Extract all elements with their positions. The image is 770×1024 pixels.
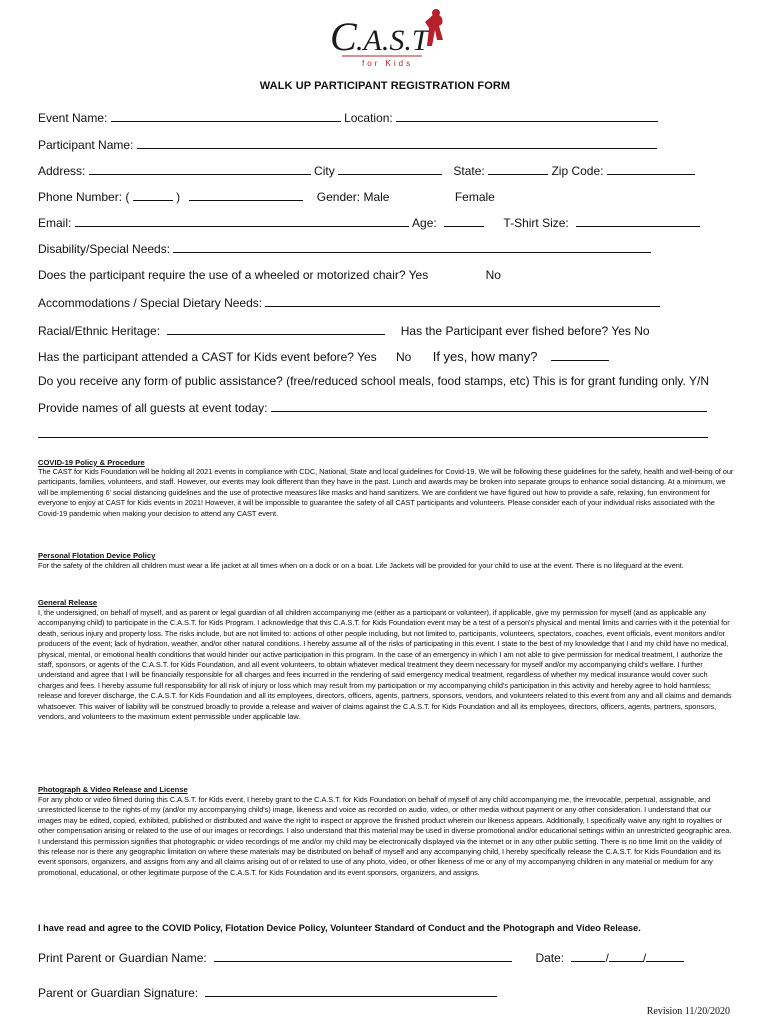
phone-area-code-field[interactable] <box>133 189 173 201</box>
location-field[interactable] <box>396 110 658 122</box>
row-print-name <box>38 950 684 965</box>
disability-label: Disability/Special Needs: <box>38 242 171 256</box>
form-title: WALK UP PARTICIPANT REGISTRATION FORM <box>259 80 511 92</box>
city-label: City <box>314 164 335 178</box>
address-label: Address: <box>38 164 86 178</box>
row-signature <box>38 985 497 1000</box>
phone-label: Phone Number: ( <box>38 190 130 204</box>
age-field[interactable] <box>444 215 484 227</box>
agreement-statement: I have read and agree to the COVID Policy, Flotation Device Policy, Volunteer Standard of Conduct and the Photograph and Video Release. <box>38 923 641 933</box>
how-many-field[interactable] <box>551 349 609 361</box>
assistance-question[interactable]: Do you receive any form of public assistance? (free/reduced school meals, food stamps, etc) This is for grant funding only. Y/N <box>38 374 709 388</box>
accommodations-field[interactable] <box>265 295 660 307</box>
wheelchair-no-option[interactable]: No <box>485 268 501 282</box>
tshirt-field[interactable] <box>576 215 700 227</box>
date-label: Date: <box>535 951 565 965</box>
participant-name-label: Participant Name: <box>38 138 134 152</box>
gender-label: Gender: Male <box>316 190 390 204</box>
event-name-field[interactable] <box>111 110 341 122</box>
photo-release-title: Photograph & Video Release and License <box>38 785 188 794</box>
row-phone <box>38 189 495 204</box>
general-release-text: I, the undersigned, on behalf of myself, and as parent or legal guardian of all children accompanying me (either as a participant or volunteer), if applicable, give my permission for myself (and as applicable any accompanying child) to participate in the C.A.S.T. for Kids Program. I acknowledge that this C.A.S.T. for Kids Foundation event may be a test of a person's physical and mental limits and carries with it the potential for death, serious injury and property loss. The risks include, but are not limited to: actions of other people including, but not limited to, participants, volunteers, spectators, coaches, event officials, event monitors and/or producers of the event; lack of hydration, weather, and/or other natural conditions. I hereby assume all of the risks of participating in this event. I state to the best of my knowledge that I and my child have no medical, physical, mental, or emotional health conditions that would hinder our active participation in this program. In the case of an emergency in which I am not able to give permission for medical treatment, I authorize the staff, sponsors, or agents of the C.A.S.T. for Kids Foundation, and all event volunteers, to obtain whatever medical treatment they deem necessary for myself and/or my accompanying child's welfare. I further understand and agree that I will be financially responsible for all charges and fees incurred in the rendering of said emergency medical treatment, regardless of whether my medical insurance would cover such charges and fees. I hereby assume full responsibility for all risk of injury or loss which may result from my participation or my accompanying child's participation in this activity and hereby agree to hold harmless; release and forever discharge, the C.A.S.T. for Kids Foundation and all its employees, directors, officers, agents, partners, sponsors, vendors, and volunteers related to this event from any and all claims and demands whatsoever. This waiver of liability will be construed broadly to provide a release and waiver of claims against the C.A.S.T. for Kids Foundation and all its employees, directors, officers, agents, partners, sponsors, vendors, and volunteers to the maximum extent permissible under applicable law. <box>38 608 732 722</box>
zip-label: Zip Code: <box>551 164 604 178</box>
disability-field[interactable] <box>173 241 651 253</box>
guests-label: Provide names of all guests at event today: <box>38 401 268 415</box>
pfd-policy-title: Personal Flotation Device Policy <box>38 551 156 560</box>
svg-text:for Kids: for Kids <box>362 59 414 68</box>
heritage-label: Racial/Ethnic Heritage: <box>38 324 161 338</box>
row-email <box>38 215 700 230</box>
signature-field[interactable] <box>205 985 497 997</box>
date-separator-2: / <box>642 951 647 965</box>
cast-for-kids-logo-icon <box>322 6 452 72</box>
accommodations-label: Accommodations / Special Dietary Needs: <box>38 296 263 310</box>
age-label: Age: <box>412 216 437 230</box>
signature-label: Parent or Guardian Signature: <box>38 986 199 1000</box>
date-year-field[interactable] <box>646 950 684 962</box>
email-label: Email: <box>38 216 72 230</box>
covid-policy-title: COVID-19 Policy & Procedure <box>38 458 145 467</box>
row-attended <box>38 349 609 364</box>
general-release-title: General Release <box>38 598 98 607</box>
tshirt-label: T-Shirt Size: <box>503 216 569 230</box>
email-field[interactable] <box>75 215 409 227</box>
pfd-policy-text: For the safety of the children all children must wear a life jacket at all times when on a dock or on a boat. Life Jackets will be provided for your child to use at the event. There is no lifeguard at the event. <box>38 561 684 570</box>
city-field[interactable] <box>338 163 442 175</box>
date-month-field[interactable] <box>571 950 605 962</box>
fished-question[interactable]: Has the Participant ever fished before? Yes No <box>400 324 650 338</box>
row-participant <box>38 137 657 152</box>
row-assistance <box>38 374 709 388</box>
guests-field-line-2[interactable] <box>38 426 708 438</box>
location-label: Location: <box>344 111 393 125</box>
attended-question[interactable]: Has the participant attended a CAST for Kids event before? Yes <box>38 350 377 364</box>
date-day-field[interactable] <box>609 950 643 962</box>
row-accommodations <box>38 295 660 310</box>
wheelchair-question[interactable]: Does the participant require the use of a wheeled or motorized chair? Yes <box>38 268 429 282</box>
date-separator-1: / <box>605 951 609 965</box>
how-many-label: If yes, how many? <box>432 349 538 364</box>
address-field[interactable] <box>89 163 311 175</box>
svg-text:.A.S.T: .A.S.T <box>356 24 429 57</box>
attended-no-option[interactable]: No <box>396 350 412 364</box>
print-name-label: Print Parent or Guardian Name: <box>38 951 207 965</box>
row-event <box>38 110 658 125</box>
guests-field[interactable] <box>271 400 707 412</box>
gender-female-option[interactable]: Female <box>454 190 495 204</box>
photo-release-text: For any photo or video filmed during this C.A.S.T. for Kids event, I hereby grant to the C.A.S.T. for Kids Foundation on behalf of myself of any child accompanying me, the irrevocable, perpetual, assignable, and unrestricted license to the rights of my (and/or my accompanying child's) image, likeness and voice as recorded on audio, video, or other media without payment or any other consideration. I understand that our images may be edited, copied, exhibited, published or distributed and waive the right to inspect or approve the finished product wherein our likeness appears. Additionally, I specifically waive any right to royalties or other compensation arising or related to the use of our images or recordings. I also understand that this material may be used in diverse promotional and/or educational settings within an unrestricted geographic area. I understand this permission signifies that photographic or video recordings of me and/or my child may be electronically displayed via the internet or in any other public setting. There is no time limit on the validity of this release nor is there any geographic limitation on where these materials may be distributed on behalf of myself and any accompanying child, I hereby specifically release the C.A.S.T. for Kids Foundation and its event sponsors, organizers, and assigns from any and all claims arising out of or related to use of any photo, video, or other likeness of me or any of my accompanying children in any material or medium for any promotional, educational, or other legitimate purpose of the C.A.S.T. for Kids Foundation and its event sponsors, organizers, and assigns. <box>38 795 732 877</box>
revision-date: Revision 11/20/2020 <box>646 1006 730 1017</box>
state-field[interactable] <box>488 163 548 175</box>
event-name-label: Event Name: <box>38 111 108 125</box>
phone-close-paren: ) <box>176 190 181 204</box>
row-disability <box>38 241 651 256</box>
svg-text:C: C <box>330 14 357 59</box>
row-address <box>38 163 695 178</box>
participant-name-field[interactable] <box>137 137 657 149</box>
state-label: State: <box>453 164 485 178</box>
row-wheelchair <box>38 268 501 282</box>
row-heritage <box>38 323 650 338</box>
covid-policy-text: The CAST for Kids Foundation will be holding all 2021 events in compliance with CDC, National, State and local guidelines for Covid-19. We will be following these guidelines for the safety, health and well-being of our participants, families, volunteers, and staff. However, our events may look different than they have in the past. Lunch and awards may be broken into separate groups to enhance social distancing. At a minimum, we will be implementing 6' social distancing guidelines and the use of protective measures like masks and hand sanitizers. We are confident we have figured out how to provide a safe, relaxing, fun environment for everyone to enjoy at CAST for Kids events in 2021! However, it will be impossible to guarantee the safety of all CAST participants and volunteers. Please consider each of your individual risks associated with the Covid-19 pandemic when making your decision to attend any CAST event. <box>38 467 734 518</box>
row-guests-continued <box>38 426 708 441</box>
print-name-field[interactable] <box>214 950 512 962</box>
row-guests <box>38 400 707 415</box>
zip-field[interactable] <box>607 163 695 175</box>
phone-number-field[interactable] <box>189 189 303 201</box>
heritage-field[interactable] <box>167 323 385 335</box>
